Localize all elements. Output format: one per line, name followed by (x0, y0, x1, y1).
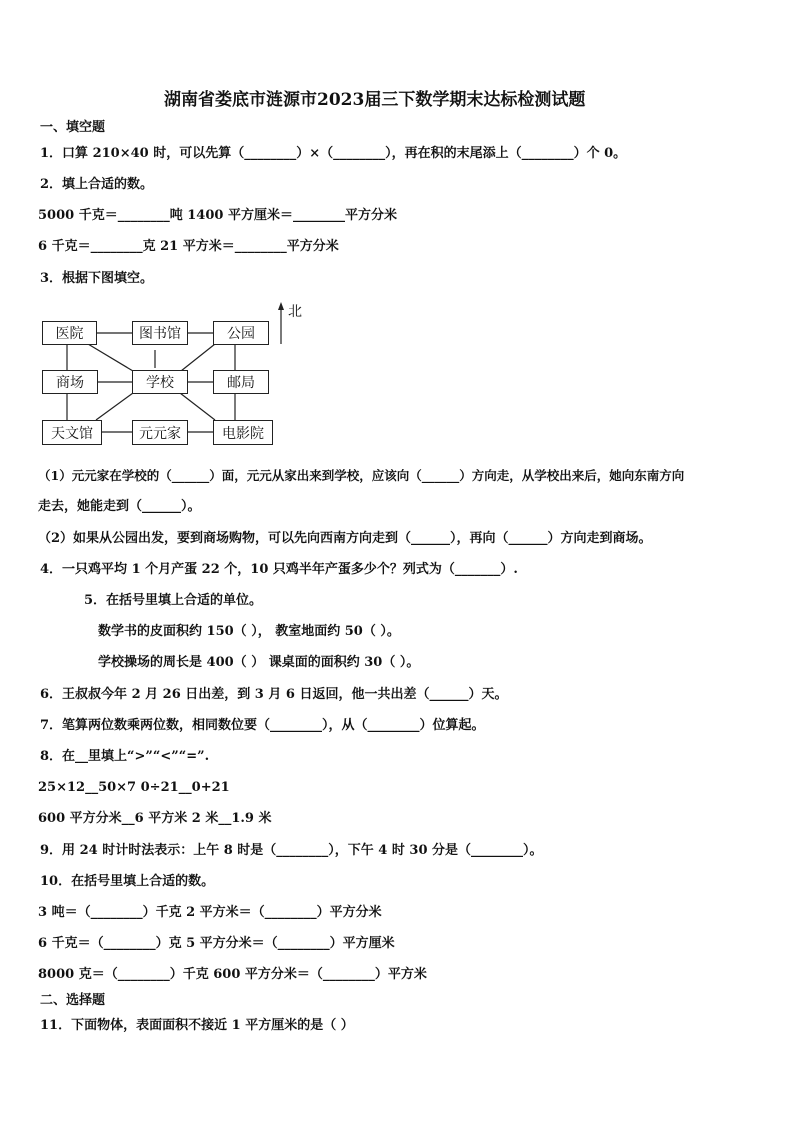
north-label: 北 (288, 304, 302, 320)
question-8-line-2: 600 平方分米__6 平方米 2 米__1.9 米 (38, 811, 272, 826)
map-node-park: 公园 (213, 321, 269, 345)
section-heading-choice: 二、选择题 (40, 993, 106, 1008)
question-10-line-1: 3 吨＝（________）千克 2 平方米＝（________）平方分米 (38, 905, 382, 920)
section-heading-fill-blank: 一、填空题 (40, 120, 106, 135)
map-node-hospital: 医院 (42, 321, 97, 345)
question-3: 3．根据下图填空。 (40, 271, 154, 286)
map-node-mall: 商场 (42, 370, 98, 394)
question-4: 4．一只鸡平均 1 个月产蛋 22 个，10 只鸡半年产蛋多少个？列式为（_______）. (40, 562, 518, 577)
question-1: 1．口算 210×40 时，可以先算（________）×（________），再在积的末尾添上（________）个 0。 (40, 146, 627, 161)
question-8: 8．在__里填上“>”“<”“=”. (40, 749, 210, 764)
location-map-diagram (38, 298, 308, 450)
question-10: 10．在括号里填上合适的数。 (40, 874, 215, 889)
map-node-cinema: 电影院 (213, 420, 273, 445)
question-5: 5．在括号里填上合适的单位。 (84, 593, 263, 608)
question-5-line-2: 学校操场的周长是 400（ ） 课桌面的面积约 30（ ）。 (98, 655, 420, 670)
question-10-line-3: 8000 克＝（________）千克 600 平方分米＝（________）平方米 (38, 967, 427, 982)
map-node-school: 学校 (132, 370, 188, 394)
question-3-part-1-line-2: 走去，她能走到（______）。 (38, 499, 201, 514)
question-8-line-1: 25×12__50×7 0÷21__0+21 (38, 780, 230, 795)
map-node-library: 图书馆 (132, 321, 188, 345)
question-9: 9．用 24 时计时法表示：上午 8 时是（________），下午 4 时 30 分是（________）。 (40, 843, 543, 858)
page-title: 湖南省娄底市涟源市2023届三下数学期末达标检测试题 (164, 90, 586, 110)
north-arrow-icon (278, 302, 284, 344)
question-5-line-1: 数学书的皮面积约 150（ ）， 教室地面约 50（ ）。 (98, 624, 400, 639)
question-2: 2．填上合适的数。 (40, 177, 154, 192)
question-11: 11．下面物体，表面面积不接近 1 平方厘米的是（ ） (40, 1018, 354, 1033)
question-6: 6．王叔叔今年 2 月 26 日出差，到 3 月 6 日返回，他一共出差（______）天。 (40, 687, 508, 702)
question-7: 7．笔算两位数乘两位数，相同数位要（________），从（________）位算起。 (40, 718, 485, 733)
question-2-line-1: 5000 千克＝________吨 1400 平方厘米＝________平方分米 (38, 208, 397, 223)
question-3-part-1-line-1: （1）元元家在学校的（______）面，元元从家出来到学校，应该向（______）方向走，从学校出来后，她向东南方向 (38, 468, 685, 483)
map-node-planetarium: 天文馆 (42, 420, 102, 445)
map-node-yuanyuan-home: 元元家 (132, 420, 188, 445)
question-10-line-2: 6 千克＝（________）克 5 平方分米＝（________）平方厘米 (38, 936, 395, 951)
map-node-post-office: 邮局 (213, 370, 269, 394)
question-3-part-2: （2）如果从公园出发，要到商场购物，可以先向西南方向走到（______），再向（______）方向走到商场。 (38, 531, 652, 546)
question-2-line-2: 6 千克＝________克 21 平方米＝________平方分米 (38, 239, 339, 254)
